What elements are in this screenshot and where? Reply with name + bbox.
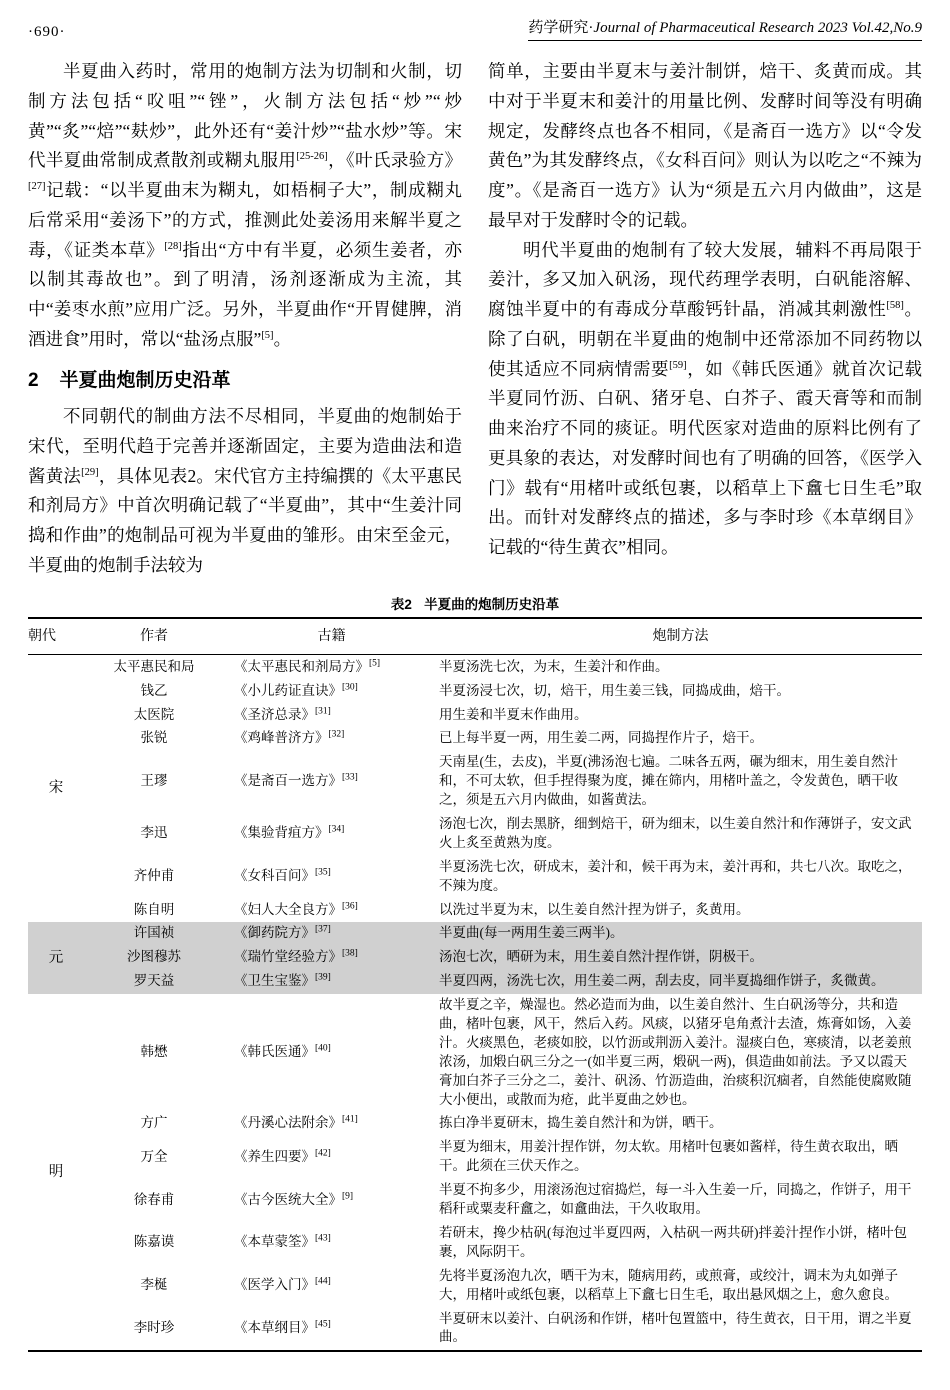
table-body: [28, 655, 922, 1351]
table-row: [28, 813, 922, 856]
reference-marker: [29]: [81, 466, 99, 478]
book-cell: 《太平惠民和剂局方》[5]: [234, 658, 381, 674]
method-cell: 汤泡七次，削去黑脐，细剉焙干，研为细末，以生姜自然汁和作薄饼子，安文武火上炙至黄熟为度。: [439, 816, 912, 850]
method-cell: 拣白净半夏研末，捣生姜自然汁和为饼，晒干。: [439, 1115, 723, 1131]
book-cell: 《韩氏医通》[40]: [234, 1043, 331, 1060]
book-cell: 《医学入门》[44]: [234, 1276, 331, 1293]
author-cell: 太平惠民和局: [113, 658, 195, 674]
author-cell: 沙图穆苏: [84, 946, 224, 970]
table-caption-label: 表2: [390, 596, 412, 612]
reference-marker: [58]: [886, 300, 904, 312]
reference-marker: [31]: [315, 706, 331, 717]
author-cell: 徐春甫: [133, 1191, 175, 1207]
book-cell: 《御药院方》[37]: [224, 922, 439, 946]
table-row: [28, 855, 922, 898]
method-cell: 天南星(生，去皮)，半夏(沸汤泡七遍。二味各五两，碾为细末，用生姜自然汁和，不可太软，但手捏得聚为度，摊在筛内，用楮叶盖之，令发黄色，晒干收之，须是五六月内做曲，如酱黄法。: [439, 754, 898, 808]
table-row: [28, 1112, 922, 1136]
table-row: [28, 679, 922, 703]
reference-marker: [35]: [315, 867, 331, 878]
table-row: [28, 703, 922, 727]
method-cell: 若研末，搀少枯矾(每泡过半夏四两，入枯矾一两共研)拌姜汁捏作小饼，楮叶包裹，风际阴干。: [439, 1224, 907, 1259]
method-cell: 半夏为细末，用姜汁捏作饼，勿太软。用楮叶包裹如酱样，待生黄衣取出，晒干。此须在三伏天作之。: [439, 1139, 898, 1174]
preparation-history-table: [28, 617, 922, 1352]
author-cell: 万全: [140, 1148, 168, 1164]
table-header: [28, 618, 922, 655]
method-cell: 半夏汤洗七次，为末，生姜汁和作曲。: [439, 658, 669, 674]
journal-title: [528, 16, 922, 41]
table-row: [28, 922, 922, 946]
author-cell: 齐仲甫: [133, 868, 175, 884]
column-header-book: 古籍: [224, 618, 439, 655]
book-cell: 《瑞竹堂经验方》[38]: [224, 946, 439, 970]
reference-marker: [28]: [164, 240, 182, 252]
reference-marker: [30]: [342, 682, 358, 693]
book-cell: 《小儿药证直诀》[30]: [234, 682, 358, 698]
dynasty-cell: 元: [28, 922, 84, 994]
method-cell: 半夏四两，汤洗七次，用生姜二两，刮去皮，同半夏捣细作饼子，炙微黄。: [439, 970, 922, 994]
method-cell: 汤泡七次，晒研为末，用生姜自然汁捏作饼，阴极干。: [439, 946, 922, 970]
method-cell: 半夏汤浸七次，切，焙干，用生姜三钱，同捣成曲，焙干。: [439, 682, 790, 698]
reference-marker: [5]: [369, 658, 381, 669]
table-row: [28, 727, 922, 751]
author-cell: 李梴: [140, 1277, 168, 1293]
column-header-method: 炮制方法: [439, 618, 922, 655]
method-cell: 以洗过半夏为末，以生姜自然汁捏为饼子，炙黄用。: [439, 901, 750, 917]
table-row: [28, 970, 922, 994]
reference-marker: [25-26]: [296, 151, 328, 163]
body-columns: [28, 57, 922, 581]
method-cell: 半夏不拘多少，用滚汤泡过宿捣烂，每一斗入生姜一斤，同捣之，作饼子，用干稻秆或粟麦秆盫之，如盫曲法，干久收取用。: [439, 1182, 912, 1217]
table-row: [28, 946, 922, 970]
reference-marker: [34]: [328, 824, 345, 835]
reference-marker: [39]: [315, 972, 331, 983]
book-cell: 《本草纲目》[45]: [234, 1319, 331, 1335]
method-cell: 用生姜和半夏末作曲用。: [439, 706, 588, 722]
reference-marker: [45]: [315, 1319, 331, 1330]
author-cell: 张锐: [140, 730, 168, 746]
author-cell: 方广: [140, 1115, 168, 1131]
method-cell: 半夏研末以姜汁、白矾汤和作饼，楮叶包置篮中，待生黄衣，日干用，谓之半夏曲。: [439, 1310, 912, 1345]
book-cell: 《是斋百一选方》[33]: [234, 772, 358, 789]
author-cell: 太医院: [133, 706, 175, 722]
journal-title-cn: 药学研究: [528, 20, 589, 36]
body-paragraph: 半夏曲入药时，常用的炮制方法为切制和火制，切制方法包括“㕮咀”“锉”，火制方法包括“炒”“炒黄”“炙”“焙”“麸炒”，此外还有“姜汁炒”“盐水炒”等。宋代半夏曲常制成煮散剂或糊丸服用[25-26]，《叶氏录验方》[27]记载：“以半夏曲末为糊丸，如梧桐子大”，制成糊丸后常采用“姜汤下”的方式，推测此处姜汤用来解半夏之毒，《证类本草》[28]指出“方中有半夏，必须生姜者，亦以制其毒故也”。到了明清，汤剂逐渐成为主流，其中“姜枣水煎”应用广泛。另外，半夏曲作“开胃健脾，消酒进食”用时，常以“盐汤点服”[5]。: [28, 61, 463, 349]
author-cell: 李时珍: [133, 1319, 175, 1335]
method-cell: 已上每半夏一两，用生姜二两，同捣捏作片子，焙干。: [439, 730, 763, 746]
author-cell: 钱乙: [140, 682, 168, 698]
book-cell: 《妇人大全良方》[36]: [234, 901, 358, 917]
reference-marker: [32]: [328, 729, 345, 740]
book-cell: 《圣济总录》[31]: [234, 706, 331, 722]
reference-marker: [44]: [315, 1276, 331, 1287]
column-header-dynasty: 朝代: [28, 618, 84, 655]
reference-marker: [40]: [315, 1043, 331, 1054]
table-row: [28, 655, 922, 679]
table-caption-title: 半夏曲的炮制历史沿革: [424, 596, 560, 612]
reference-marker: [36]: [342, 901, 358, 912]
column-header-author: 作者: [84, 618, 224, 655]
body-paragraph: 不同朝代的制曲方法不尽相同，半夏曲的炮制始于宋代，至明代趋于完善并逐渐固定，主要为造曲法和造酱黄法[29]，具体见表2。宋代官方主持编撰的《太平惠民和剂局方》中首次明确记载了“半夏曲”，其中“生姜汁同捣和作曲”的炮制品可视为半夏曲的雏形。由宋至金元，半夏曲的炮制手法较为: [28, 406, 462, 575]
method-cell: 半夏曲(每一两用生姜三两半)。: [439, 922, 922, 946]
method-cell: 半夏汤洗七次，研成末，姜汁和，候干再为末，姜汁再和，共七八次。取吃之，不辣为度。: [439, 858, 912, 893]
method-cell: 先将半夏汤泡九次，晒干为末，随病用药，或煎膏，或绞汁，调末为丸如弹子大，用楮叶或纸包裹，以稻草上下盫七日生毛，取出悬风烟之上，愈久愈良。: [439, 1267, 898, 1302]
dynasty-cell: 明: [48, 1163, 64, 1180]
table-caption: [28, 593, 922, 613]
book-cell: 《丹溪心法附余》[41]: [234, 1114, 358, 1131]
table-row: [28, 1264, 922, 1307]
author-cell: 罗天益: [84, 970, 224, 994]
author-cell: 陈自明: [133, 901, 175, 917]
page-number: ·690·: [28, 24, 66, 40]
body-paragraph: 明代半夏曲的炮制有了较大发展，辅料不再局限于姜汁，多又加入矾汤，现代药理学表明，白矾能溶解、腐蚀半夏中的有毒成分草酸钙针晶，消减其刺激性[58]。除了白矾，明朝在半夏曲的炮制中还常添加不同药物以使其适应不同病情需要[59]，如《韩氏医通》就首次记载半夏同竹沥、白矾、猪牙皂、白芥子、霞天膏等和而制曲来治疗不同的痰证。明代医家对造曲的原料比例有了更具象的表达，对发酵时间也有了明确的回答，《医学入门》载有“用楮叶或纸包裹，以稻草上下盫七日生毛”取出。而针对发酵终点的描述，多与李时珍《本草纲目》记载的“待生黄衣”相同。: [488, 239, 923, 557]
method-cell: 故半夏之辛，燥湿也。然必造而为曲，以生姜自然汁、生白矾汤等分，共和造曲，楮叶包裹，风干，然后入药。风痰，以猪牙皂角煮汁去渣，炼膏如饧，入姜汁。火痰黑色，老痰如胶，以竹沥或荆沥入姜汁。湿痰白色，寒痰清，以老姜煎浓汤，加煅白矾三分之一(如半夏三两，煅矾一两)，俱造曲如前法。予又以霞天膏加白芥子三分之二，姜汁、矾汤、竹沥造曲，治痰积沉痼者，自然能使腐败随大小便出，或散而为疮，此半夏曲之妙也。: [439, 997, 912, 1107]
journal-title-en: Journal of Pharmaceutical Research 2023 Vol.42,No.9: [593, 20, 922, 36]
book-cell: 《养生四要》[42]: [234, 1148, 331, 1164]
book-cell: 《集验背疽方》[34]: [234, 824, 345, 841]
author-cell: 许国祯: [84, 922, 224, 946]
table-row: [28, 1307, 922, 1351]
journal-title-separator: ·: [588, 20, 594, 36]
table-row: [28, 898, 922, 922]
table-row: [28, 751, 922, 813]
reference-marker: [59]: [669, 359, 687, 371]
book-cell: 《女科百问》[35]: [234, 867, 331, 884]
right-column: [488, 57, 922, 581]
reference-marker: [41]: [342, 1114, 358, 1125]
body-paragraph: 简单，主要由半夏末与姜汁制饼，焙干、炙黄而成。其中对于半夏末和姜汁的用量比例、发酵时间等没有明确规定，发酵终点也各不相同，《是斋百一选方》以“令发黄色”为其发酵终点，《女科百问》则认为以吃之“不辣为度”。《是斋百一选方》认为“须是五六月内做曲”，这是最早对于发酵时令的记载。: [488, 61, 922, 230]
reference-marker: [27]: [28, 181, 46, 193]
table-header-row: [28, 618, 922, 655]
reference-marker: [9]: [342, 1191, 354, 1202]
section-number: 2: [28, 369, 39, 391]
dynasty-cell: 宋: [48, 780, 64, 797]
reference-marker: [33]: [342, 772, 358, 783]
left-column: [28, 57, 462, 581]
section-heading: 2 半夏曲炮制历史沿革: [28, 369, 231, 391]
table-row: [28, 1136, 922, 1179]
book-cell: 《古今医统大全》[9]: [234, 1191, 354, 1207]
reference-marker: [5]: [261, 329, 274, 341]
book-cell: 《鸡峰普济方》[32]: [234, 729, 345, 746]
reference-marker: [37]: [315, 924, 331, 935]
author-cell: 李迅: [140, 825, 168, 841]
reference-marker: [43]: [315, 1233, 331, 1244]
author-cell: 陈嘉谟: [133, 1234, 175, 1250]
running-head: [28, 16, 922, 41]
reference-marker: [42]: [315, 1148, 331, 1159]
author-cell: 王璆: [140, 773, 168, 789]
table-row: [28, 994, 922, 1112]
book-cell: 《本草蒙筌》[43]: [234, 1233, 331, 1250]
author-cell: 韩懋: [140, 1044, 168, 1060]
table-row: [28, 1179, 922, 1222]
book-cell: 《卫生宝鉴》[39]: [224, 970, 439, 994]
reference-marker: [38]: [342, 948, 358, 959]
table-row: [28, 1221, 922, 1264]
